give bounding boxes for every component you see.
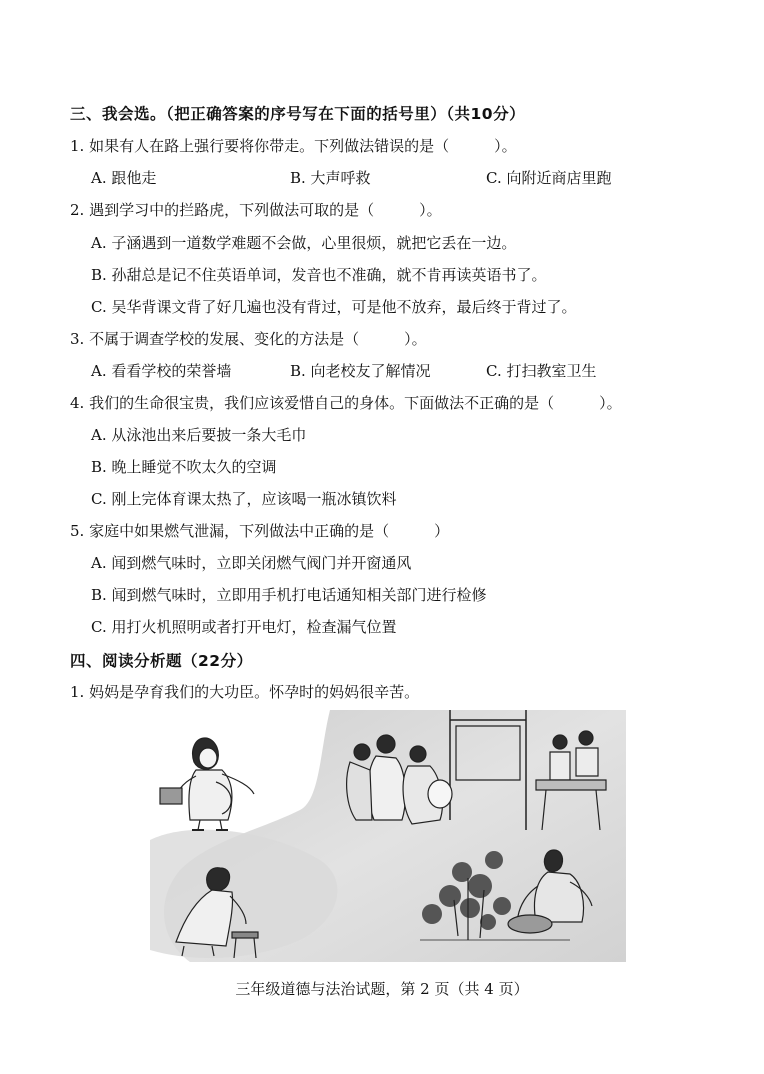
page-footer: 三年级道德与法治试题，第 2 页（共 4 页） — [235, 980, 529, 998]
question-5-stem: 5. 家庭中如果燃气泄漏，下列做法中正确的是（ ） — [70, 522, 450, 540]
question-2-option-b: B. 孙甜总是记不住英语单词，发音也不准确，就不肯再读英语书了。 — [91, 266, 547, 284]
question-5-option-a: A. 闻到燃气味时，立即关闭燃气阀门并开窗通风 — [91, 554, 412, 572]
reading-question-1-stem: 1. 妈妈是孕育我们的大功臣。怀孕时的妈妈很辛苦。 — [70, 683, 420, 701]
question-4-option-b: B. 晚上睡觉不吹太久的空调 — [91, 458, 277, 476]
question-1-option-c: C. 向附近商店里跑 — [486, 169, 612, 187]
question-3-option-a: A. 看看学校的荣誉墙 — [91, 362, 232, 380]
question-3-option-c: C. 打扫教室卫生 — [486, 362, 597, 380]
question-5-option-b: B. 闻到燃气味时，立即用手机打电话通知相关部门进行检修 — [91, 586, 487, 604]
question-3-stem: 3. 不属于调查学校的发展、变化的方法是（ ）。 — [70, 330, 427, 348]
section-4-title: 四、阅读分析题（22分） — [70, 652, 253, 670]
question-2-stem: 2. 遇到学习中的拦路虎，下列做法可取的是（ ）。 — [70, 201, 442, 219]
question-1-option-b: B. 大声呼救 — [290, 169, 371, 187]
section-3-title: 三、我会选。（把正确答案的序号写在下面的括号里）（共10分） — [70, 105, 526, 123]
scene-pregnant-woman-basket — [160, 738, 254, 830]
question-4-option-c: C. 刚上完体育课太热了，应该喝一瓶冰镇饮料 — [91, 490, 397, 508]
question-4-option-a: A. 从泳池出来后要披一条大毛巾 — [91, 426, 307, 444]
question-4-stem: 4. 我们的生命很宝贵，我们应该爱惜自己的身体。下面做法不正确的是（ ）。 — [70, 394, 622, 412]
question-1-option-a: A. 跟他走 — [91, 169, 157, 187]
question-1-stem: 1. 如果有人在路上强行要将你带走。下列做法错误的是（ ）。 — [70, 137, 517, 155]
question-5-option-c: C. 用打火机照明或者打开电灯，检查漏气位置 — [91, 618, 397, 636]
question-3-option-b: B. 向老校友了解情况 — [290, 362, 431, 380]
pregnancy-illustration — [150, 710, 626, 962]
question-2-option-a: A. 子涵遇到一道数学难题不会做，心里很烦，就把它丢在一边。 — [91, 234, 517, 252]
question-2-option-c: C. 吴华背课文背了好几遍也没有背过，可是他不放弃，最后终于背过了。 — [91, 298, 577, 316]
